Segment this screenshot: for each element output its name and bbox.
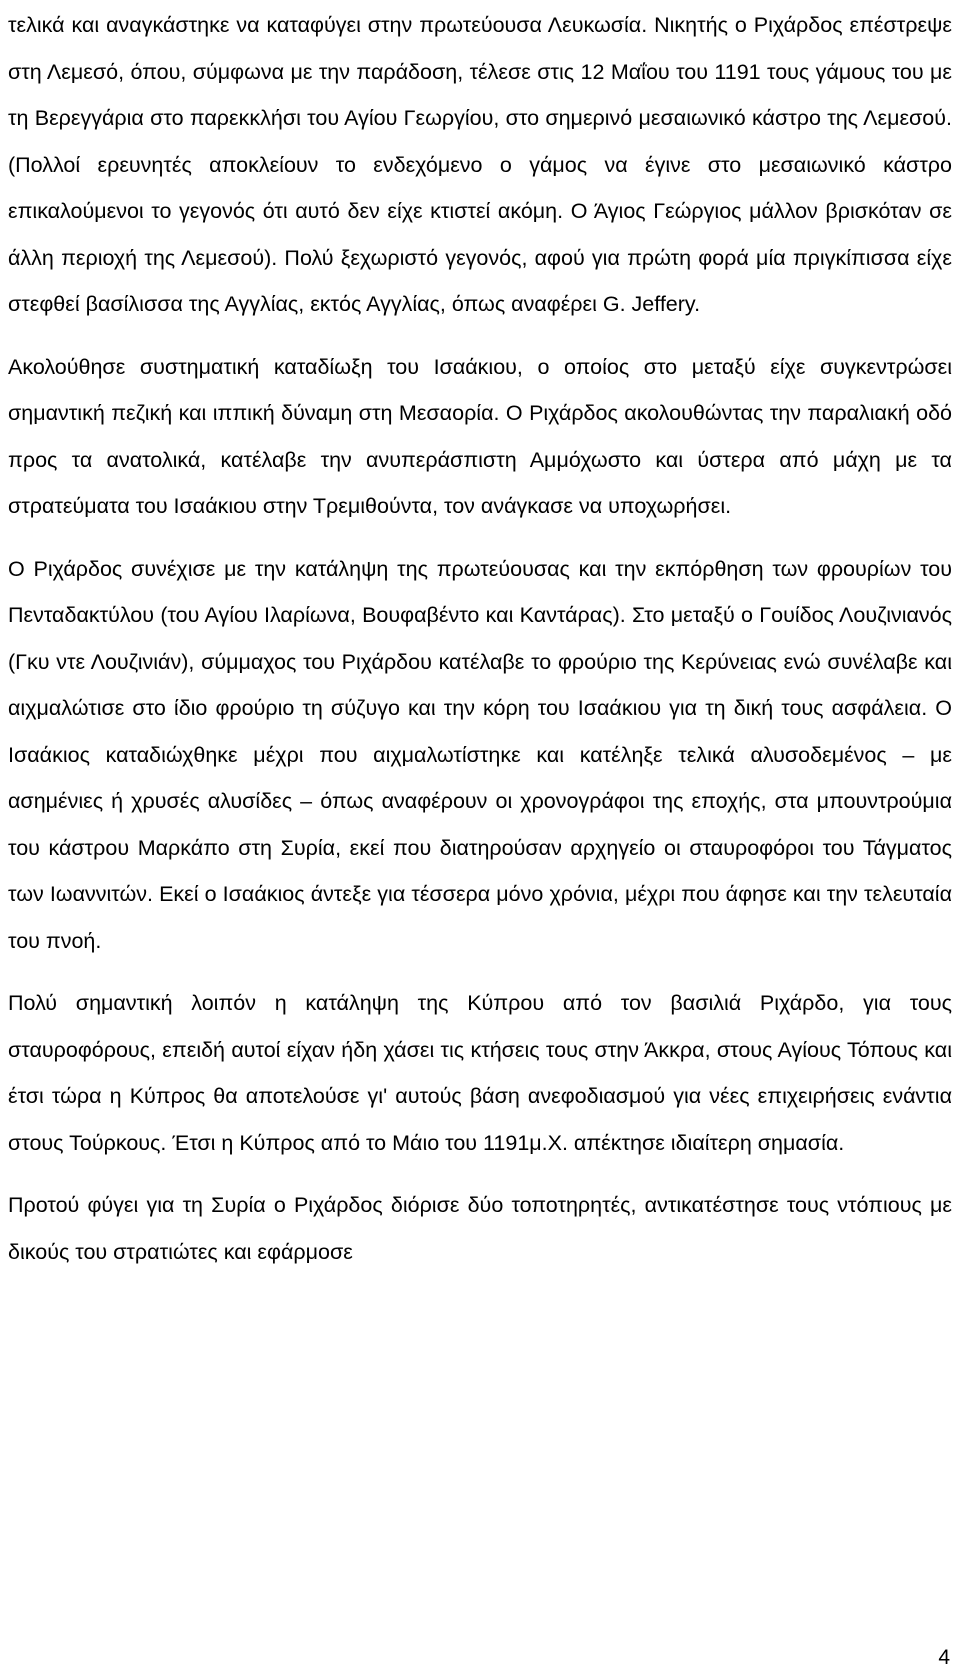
paragraph-2: Ακολούθησε συστηματική καταδίωξη του Ισαάκιου, ο οποίος στο μεταξύ είχε συγκεντρώσει σημαντική πεζική και ιππική δύναμη στη Μεσαορία. Ο Ριχάρδος ακολουθώντας την παραλιακή οδό προς τα ανατολικά, κατέλαβε την ανυπεράσπιστη Αμμόχωστο και ύστερα από μάχη με τα στρατεύματα του Ισαάκιου στην Τρεμιθούντα, τον ανάγκασε να υποχωρήσει. bbox=[8, 354, 952, 518]
paragraph-4: Πολύ σημαντική λοιπόν η κατάληψη της Κύπρου από τον βασιλιά Ριχάρδο, για τους σταυροφόρους, επειδή αυτοί είχαν ήδη χάσει τις κτήσεις τους στην Άκκρα, στους Αγίους Τόπους και έτσι τώρα η Κύπρος θα αποτελούσε γι' αυτούς βάση ανεφοδιασμού για νέες επιχειρήσεις ενάντια στους Τούρκους. Έτσι η Κύπρος από το Μάιο του 1191μ.Χ. απέκτησε ιδιαίτερη σημασία. bbox=[8, 991, 952, 1155]
paragraph-5: Προτού φύγει για τη Συρία ο Ριχάρδος διόρισε δύο τοποτηρητές, αντικατέστησε τους ντόπιους με δικούς του στρατιώτες και εφάρμοσε bbox=[8, 1193, 952, 1264]
paragraph-3: Ο Ριχάρδος συνέχισε με την κατάληψη της πρωτεύουσας και την εκπόρθηση των φρουρίων του Πενταδακτύλου (του Αγίου Ιλαρίωνα, Βουφαβέντο και Καντάρας). Στο μεταξύ ο Γουίδος Λουζινιανός (Γκυ ντε Λουζινιάν), σύμμαχος του Ριχάρδου κατέλαβε το φρούριο της Κερύνειας ενώ συνέλαβε και αιχμαλώτισε στο ίδιο φρούριο τη σύζυγο και την κόρη του Ισαάκιου για τη δική τους ασφάλεια. Ο Ισαάκιος καταδιώχθηκε μέχρι που αιχμαλωτίστηκε και κατέληξε τελικά αλυσοδεμένος – με ασημένιες ή χρυσές αλυσίδες – όπως αναφέρουν οι χρονογράφοι της εποχής, στα μπουντρούμια του κάστρου Μαρκάπο στη Συρία, εκεί που διατηρούσαν αρχηγείο οι σταυροφόροι του Τάγματος των Ιωαννιτών. Εκεί ο Ισαάκιος άντεξε για τέσσερα μόνο χρόνια, μέχρι που άφησε και την τελευταία του πνοή. bbox=[8, 556, 952, 953]
page-number: 4 bbox=[938, 1646, 950, 1669]
paragraph-1: τελικά και αναγκάστηκε να καταφύγει στην πρωτεύουσα Λευκωσία. Νικητής ο Ριχάρδος επέστρεψε στη Λεμεσό, όπου, σύμφωνα με την παράδοση, τέλεσε στις 12 Μαΐου του 1191 τους γάμους του με τη Βερεγγάρια στο παρεκκλήσι του Αγίου Γεωργίου, στο σημερινό μεσαιωνικό κάστρο της Λεμεσού. (Πολλοί ερευνητές αποκλείουν το ενδεχόμενο ο γάμος να έγινε στο μεσαιωνικό κάστρο επικαλούμενοι το γεγονός ότι αυτό δεν είχε κτιστεί ακόμη. Ο Άγιος Γεώργιος μάλλον βρισκόταν σε άλλη περιοχή της Λεμεσού). Πολύ ξεχωριστό γεγονός, αφού για πρώτη φορά μία πριγκίπισσα είχε στεφθεί βασίλισσα της Αγγλίας, εκτός Αγγλίας, όπως αναφέρει G. Jeffery. bbox=[8, 13, 952, 316]
